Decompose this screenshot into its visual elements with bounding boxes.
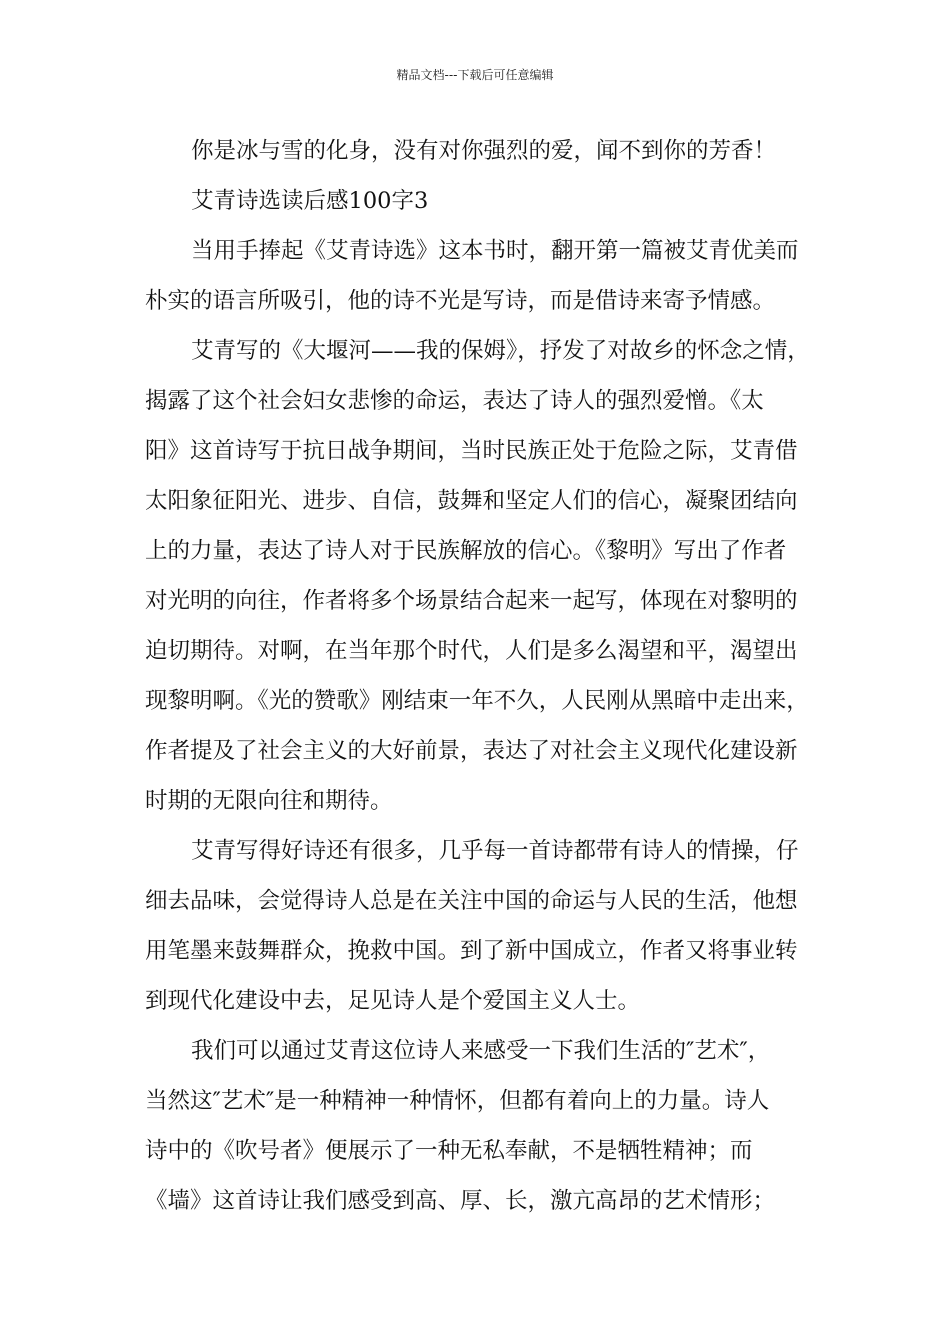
text-line: 朴实的语言所吸引，他的诗不光是写诗，而是借诗来寄予情感。	[145, 288, 776, 314]
text-line: 诗中的《吹号者》便展示了一种无私奉献，不是牺牲精神；而	[145, 1138, 753, 1164]
section-title: 艾青诗选读后感100字3	[191, 188, 429, 214]
text-line: 到现代化建设中去，足见诗人是个爱国主义人士。	[145, 988, 641, 1014]
text-line: 当用手捧起《艾青诗选》这本书时，翻开第一篇被艾青优美而	[191, 238, 799, 264]
text-line: 对光明的向往，作者将多个场景结合起来一起写，体现在对黎明的	[145, 588, 798, 614]
text-line: 艾青写得好诗还有很多，几乎每一首诗都带有诗人的情操，仔	[191, 838, 799, 864]
text-line: 作者提及了社会主义的大好前景，表达了对社会主义现代化建设新	[145, 738, 798, 764]
document-body	[145, 126, 825, 1226]
text-line: 阳》这首诗写于抗日战争期间，当时民族正处于危险之际，艾青借	[145, 438, 798, 464]
page-header: 精品文档---下载后可任意编辑	[396, 68, 554, 82]
text-line: 艾青写的《大堰河——我的保姆》，抒发了对故乡的怀念之情，	[191, 338, 810, 364]
text-line: 太阳象征阳光、进步、自信，鼓舞和坚定人们的信心，凝聚团结向	[145, 488, 798, 514]
text-line: 细去品味，会觉得诗人总是在关注中国的命运与人民的生活，他想	[145, 888, 798, 914]
text-line: 揭露了这个社会妇女悲惨的命运，表达了诗人的强烈爱憎。《太	[145, 388, 764, 414]
text-line: 迫切期待。对啊，在当年那个时代，人们是多么渴望和平，渴望出	[145, 638, 798, 664]
text-line: 当然这″艺术″是一种精神一种情怀，但都有着向上的力量。诗人	[145, 1088, 770, 1114]
text-line: 《墙》这首诗让我们感受到高、厚、长，激亢高昂的艺术情形；	[145, 1188, 776, 1214]
text-line: 用笔墨来鼓舞群众，挽救中国。到了新中国成立，作者又将事业转	[145, 938, 798, 964]
text-line: 你是冰与雪的化身，没有对你强烈的爱，闻不到你的芳香！	[191, 138, 777, 164]
text-line: 我们可以通过艾青这位诗人来感受一下我们生活的″艺术″，	[191, 1038, 771, 1064]
text-line: 时期的无限向往和期待。	[145, 788, 393, 814]
text-line: 现黎明啊。《光的赞歌》刚结束一年不久，人民刚从黑暗中走出来，	[145, 688, 809, 714]
text-line: 上的力量，表达了诗人对于民族解放的信心。《黎明》写出了作者	[145, 538, 787, 564]
